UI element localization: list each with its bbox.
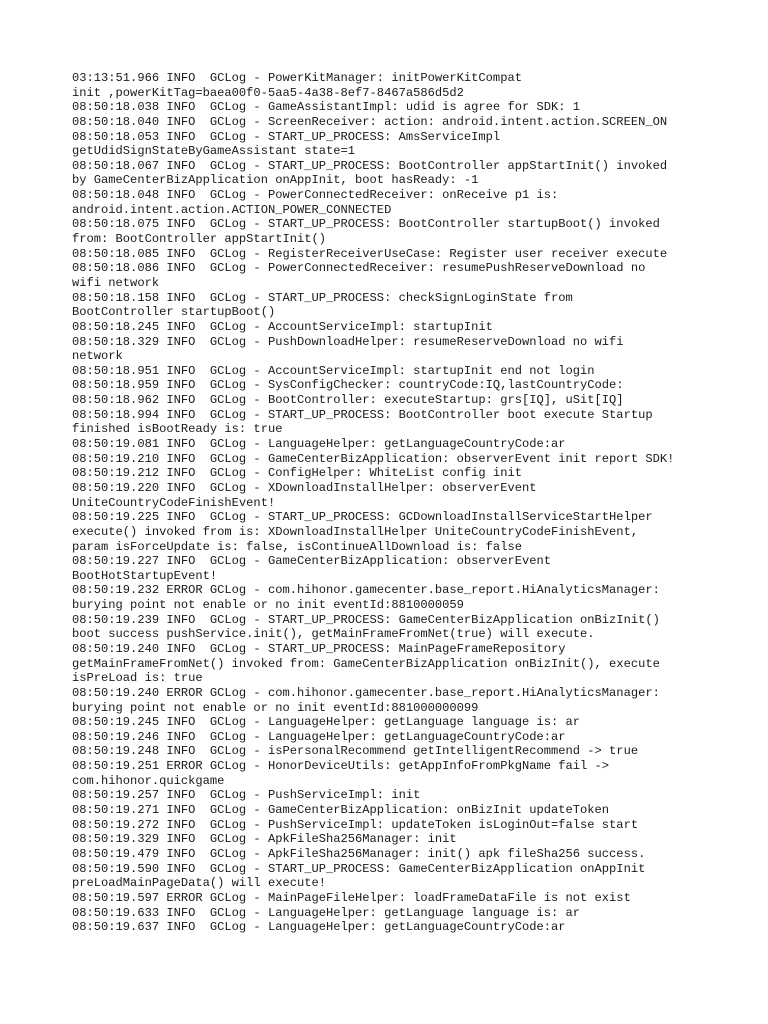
log-line: 08:50:19.227 INFO GCLog - GameCenterBizApplication: observerEvent [72,554,551,569]
log-line: 08:50:19.597 ERROR GCLog - MainPageFileHelper: loadFrameDataFile is not exist [72,890,631,905]
log-line: init ,powerKitTag=baea00f0-5aa5-4a38-8ef7-8467a586d5d2 [72,85,464,100]
log-line: 08:50:19.633 INFO GCLog - LanguageHelper: getLanguage language is: ar [72,905,581,920]
log-line: 08:50:18.038 INFO GCLog - GameAssistantImpl: udid is agree for SDK: 1 [72,100,581,115]
log-line: boot success pushService.init(), getMainFrameFromNet(true) will execute. [72,627,595,642]
log-line: 08:50:18.053 INFO GCLog - START_UP_PROCESS: AmsServiceImpl [72,129,501,144]
log-line: isPreLoad is: true [72,671,203,686]
log-line: 08:50:18.158 INFO GCLog - START_UP_PROCESS: checkSignLoginState from [72,290,573,305]
log-line: UniteCountryCodeFinishEvent! [72,495,276,510]
log-line: 08:50:18.962 INFO GCLog - BootController: executeStartup: grs[IQ], uSit[IQ] [72,393,624,408]
log-line: 08:50:18.075 INFO GCLog - START_UP_PROCESS: BootController startupBoot() invoked [72,217,660,232]
log-line: 08:50:19.232 ERROR GCLog - com.hihonor.gamecenter.base_report.HiAnalyticsManager: [72,583,660,598]
log-line: 08:50:19.272 INFO GCLog - PushServiceImpl: updateToken isLoginOut=false start [72,817,639,832]
log-line: 08:50:19.251 ERROR GCLog - HonorDeviceUtils: getAppInfoFromPkgName fail -> [72,759,610,774]
log-line: 08:50:18.067 INFO GCLog - START_UP_PROCESS: BootController appStartInit() invoked [72,158,668,173]
log-line: com.hihonor.quickgame [72,773,225,788]
log-line: 08:50:19.329 INFO GCLog - ApkFileSha256Manager: init [72,832,457,847]
log-line: android.intent.action.ACTION_POWER_CONNECTED [72,202,392,217]
log-line: 08:50:18.086 INFO GCLog - PowerConnectedReceiver: resumePushReserveDownload no [72,261,646,276]
log-line: burying point not enable or no init eventId:881000000099 [72,700,479,715]
log-line: 08:50:18.329 INFO GCLog - PushDownloadHelper: resumeReserveDownload no wifi [72,334,624,349]
log-line: from: BootController appStartInit() [72,232,327,247]
log-line: 08:50:19.637 INFO GCLog - LanguageHelper: getLanguageCountryCode:ar [72,920,566,935]
log-line: preLoadMainPageData() will execute! [72,876,327,891]
log-line: finished isBootReady is: true [72,422,283,437]
log-line: 08:50:19.240 INFO GCLog - START_UP_PROCESS: MainPageFrameRepository [72,641,566,656]
log-line: execute() invoked from is: XDownloadInstallHelper UniteCountryCodeFinishEvent, [72,524,639,539]
log-line: 08:50:19.240 ERROR GCLog - com.hihonor.gamecenter.base_report.HiAnalyticsManager: [72,685,660,700]
log-line: 08:50:19.212 INFO GCLog - ConfigHelper: WhiteList config init [72,466,522,481]
log-line: 08:50:18.085 INFO GCLog - RegisterReceiverUseCase: Register user receiver execute [72,246,668,261]
log-text-block [72,71,752,935]
log-line: param isForceUpdate is: false, isContinueAllDownload is: false [72,539,522,554]
log-line: 08:50:19.590 INFO GCLog - START_UP_PROCESS: GameCenterBizApplication onAppInit [72,861,646,876]
log-line: 03:13:51.966 INFO GCLog - PowerKitManager: initPowerKitCompat [72,71,522,85]
log-line: network [72,349,123,364]
log-line: 08:50:19.245 INFO GCLog - LanguageHelper: getLanguage language is: ar [72,715,581,730]
log-line: 08:50:19.257 INFO GCLog - PushServiceImpl: init [72,788,421,803]
log-line: 08:50:19.479 INFO GCLog - ApkFileSha256Manager: init() apk fileSha256 success. [72,846,646,861]
log-line: 08:50:19.248 INFO GCLog - isPersonalRecommend getIntelligentRecommend -> true [72,744,639,759]
log-line: getMainFrameFromNet() invoked from: GameCenterBizApplication onBizInit(), execute [72,656,660,671]
log-line: getUdidSignStateByGameAssistant state=1 [72,144,356,159]
log-line: BootHotStartupEvent! [72,568,218,583]
log-line: 08:50:18.959 INFO GCLog - SysConfigChecker: countryCode:IQ,lastCountryCode: [72,378,624,393]
log-line: 08:50:18.040 INFO GCLog - ScreenReceiver: action: android.intent.action.SCREEN_ON [72,114,668,129]
log-line: 08:50:19.239 INFO GCLog - START_UP_PROCESS: GameCenterBizApplication onBizInit() [72,612,660,627]
log-line: 08:50:19.225 INFO GCLog - START_UP_PROCESS: GCDownloadInstallServiceStartHelper [72,510,653,525]
log-line: 08:50:18.951 INFO GCLog - AccountServiceImpl: startupInit end not login [72,363,595,378]
log-line: burying point not enable or no init eventId:8810000059 [72,598,464,613]
log-line: 08:50:18.994 INFO GCLog - START_UP_PROCESS: BootController boot execute Startup [72,407,653,422]
log-line: 08:50:19.220 INFO GCLog - XDownloadInstallHelper: observerEvent [72,480,537,495]
log-line: 08:50:19.246 INFO GCLog - LanguageHelper: getLanguageCountryCode:ar [72,729,566,744]
log-line: 08:50:18.048 INFO GCLog - PowerConnectedReceiver: onReceive p1 is: [72,188,559,203]
log-line: 08:50:19.271 INFO GCLog - GameCenterBizApplication: onBizInit updateToken [72,803,610,818]
log-line: 08:50:18.245 INFO GCLog - AccountServiceImpl: startupInit [72,319,493,334]
log-line: by GameCenterBizApplication onAppInit, boot hasReady: -1 [72,173,479,188]
log-line: BootController startupBoot() [72,305,276,320]
log-line: wifi network [72,275,160,290]
log-line: 08:50:19.081 INFO GCLog - LanguageHelper: getLanguageCountryCode:ar [72,437,566,452]
log-line: 08:50:19.210 INFO GCLog - GameCenterBizApplication: observerEvent init report SDK! [72,451,675,466]
